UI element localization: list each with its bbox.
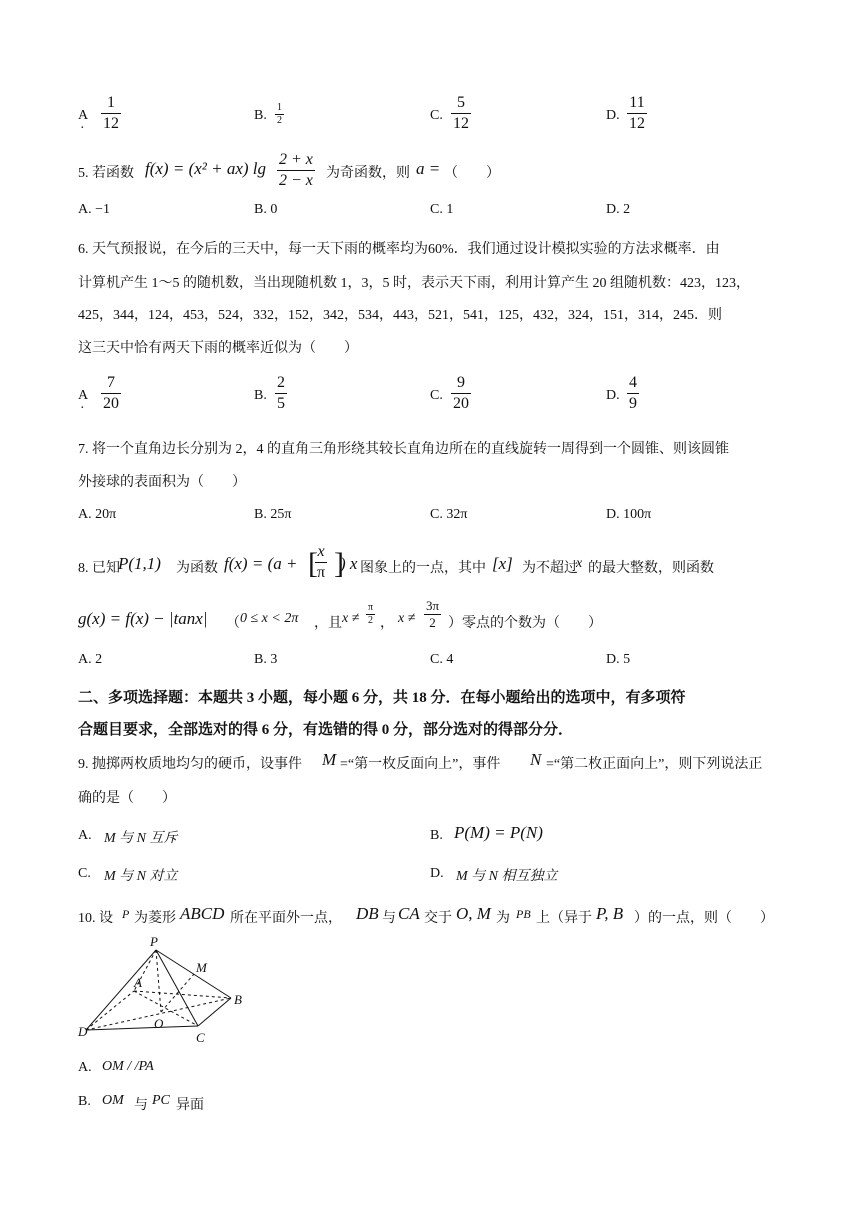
q5-option-d: D. 2 xyxy=(606,202,631,217)
q8-prefix: 8. 已知 xyxy=(78,561,120,576)
numerator: 9 xyxy=(457,374,465,391)
q6-option-b-fraction xyxy=(275,373,287,414)
label-o: O xyxy=(154,1016,164,1031)
q8-bracket-right: ] xyxy=(334,547,344,580)
q9-option-b-label: B. xyxy=(430,828,443,843)
q9-n: N xyxy=(530,750,542,769)
q8-cond-and: ，且 xyxy=(314,616,342,631)
denominator: 20 xyxy=(453,395,469,412)
q10-option-b-om: OM xyxy=(102,1093,124,1108)
q5-function: f(x) = (x² + ax) lg xyxy=(145,159,267,178)
q10-t6: 上（异于 xyxy=(536,911,592,926)
q8-option-a: A. 2 xyxy=(78,652,103,667)
q9-option-a: M 与 N 互斥 xyxy=(104,831,178,846)
numerator: 1 xyxy=(107,94,115,111)
q8-point: P(1,1) xyxy=(118,554,161,573)
q6-line-1: 6. 天气预报说，在今后的三天中，每一天下雨的概率均为60%．我们通过设计模拟实验的方法求概率．由 xyxy=(78,242,720,257)
q10-option-b-with: 与 xyxy=(134,1098,148,1113)
numerator: 2 + x xyxy=(279,151,313,168)
q10-option-a: OM / /PA xyxy=(102,1059,154,1074)
q10-t5: 为 xyxy=(496,911,510,926)
q8-g-function: g(x) = f(x) − |tanx| xyxy=(78,609,208,628)
q8-x: x xyxy=(576,556,583,571)
q9-m: M xyxy=(322,750,337,769)
q10-t4: 交于 xyxy=(424,911,452,926)
q4-option-d-label: D. xyxy=(606,108,620,123)
q8-end: ）零点的个数为（ ） xyxy=(448,616,602,631)
edge-cb xyxy=(198,998,231,1026)
q4-option-c-fraction xyxy=(451,93,471,134)
q8-3pi-half xyxy=(424,598,441,631)
numerator: 7 xyxy=(107,374,115,391)
q8-fraction xyxy=(315,542,327,583)
q5-a-eq: a = xyxy=(416,159,441,178)
q4-option-a-label: A xyxy=(78,108,89,123)
denominator: 20 xyxy=(103,395,119,412)
q10-p: P xyxy=(122,907,130,921)
numerator: 4 xyxy=(629,374,637,391)
denominator: 12 xyxy=(453,115,469,132)
q8-function: f(x) = (a + xyxy=(224,554,298,573)
q7-line-2: 外接球的表面积为（ ） xyxy=(78,475,246,490)
q9-eq-1: =“第一枚反面向上”，事件 xyxy=(340,757,501,772)
q6-line-4: 这三天中恰有两天下雨的概率近似为（ ） xyxy=(78,341,358,356)
q8-tail: 图象上的一点，其中 xyxy=(360,561,486,576)
numerator: 3π xyxy=(426,598,440,613)
numerator: 1 xyxy=(277,102,282,113)
label-d: D xyxy=(78,1024,88,1039)
q5-tail: 为奇函数，则 xyxy=(326,166,410,181)
q10-t2: 所在平面外一点， xyxy=(230,911,342,926)
q7-option-b: B. 25π xyxy=(254,507,292,522)
label-p: P xyxy=(150,936,158,949)
q5-option-c: C. 1 xyxy=(430,202,454,217)
q8-option-b: B. 3 xyxy=(254,652,278,667)
label-m: M xyxy=(196,960,207,975)
denominator: 2 − x xyxy=(279,172,313,189)
edge-da xyxy=(86,991,134,1030)
q6-option-c-fraction xyxy=(451,373,471,414)
q9-option-c-label: C. xyxy=(78,866,91,881)
q10-option-a-label: A. xyxy=(78,1060,92,1075)
q5-option-b: B. 0 xyxy=(254,202,278,217)
q6-option-d-fraction xyxy=(627,373,639,414)
q4-option-d-fraction xyxy=(627,93,647,134)
q8-pi-half xyxy=(366,602,375,627)
denominator: π xyxy=(317,564,326,581)
q8-bracket-left: [ xyxy=(308,547,318,580)
q4-option-b-label: B. xyxy=(254,108,267,123)
q8-option-c: C. 4 xyxy=(430,652,454,667)
q6-option-d-label: D. xyxy=(606,388,620,403)
q10-om: O, M xyxy=(456,904,491,923)
q5-fraction xyxy=(277,150,315,191)
numerator: 5 xyxy=(457,94,465,111)
q6-line-3: 425，344，124，453，524，332，152，342，534，443，521，541，125，432，324，151，314，245．则 xyxy=(78,308,722,323)
q5-paren: （ ） xyxy=(444,166,500,181)
section-2-line-1: 二、多项选择题：本题共 3 小题，每小题 6 分，共 18 分．在每小题给出的选项中，有多项符 xyxy=(78,690,686,706)
q10-option-b-skew: 异面 xyxy=(176,1098,204,1113)
q7-line-1: 7. 将一个直角边长分别为 2，4 的直角三角形绕其较长直角边所在的直线旋转一周得到一个圆锥、则该圆锥 xyxy=(78,442,729,457)
q8-mid: 为函数 xyxy=(176,561,218,576)
q6-option-a-label: A xyxy=(78,388,89,403)
q7-option-a: A. 20π xyxy=(78,507,117,522)
q9-option-d: M 与 N 相互独立 xyxy=(456,869,558,884)
q5-number: 5. 若函数 xyxy=(78,166,134,181)
q6-option-a-dot: · xyxy=(80,401,85,416)
q4-option-c-label: C. xyxy=(430,108,443,123)
denominator: 12 xyxy=(103,115,119,132)
section-2-line-2: 合题目要求，全部选对的得 6 分，有选错的得 0 分，部分选对的得部分分． xyxy=(78,722,574,738)
denominator: 2 xyxy=(424,614,441,631)
q6-option-b-label: B. xyxy=(254,388,267,403)
q9-eq-2: =“第二枚正面向上”，则下列说法正 xyxy=(546,757,763,772)
q6-option-a-fraction xyxy=(101,373,121,414)
q8-ne-2: x ≠ xyxy=(398,611,416,626)
numerator: 11 xyxy=(629,94,645,111)
q10-option-b-pc: PC xyxy=(152,1093,170,1108)
label-b: B xyxy=(234,992,242,1007)
q10-pb: PB xyxy=(516,907,531,921)
q4-option-b-fraction xyxy=(275,102,284,127)
numerator: 2 xyxy=(277,374,285,391)
denominator: 12 xyxy=(629,115,645,132)
denominator: 2 xyxy=(277,115,282,126)
edge-pd xyxy=(86,950,156,1030)
edge-po xyxy=(156,950,161,1012)
numerator: x xyxy=(317,543,325,560)
q8-option-d: D. 5 xyxy=(606,652,631,667)
label-a: A xyxy=(134,975,142,990)
edge-dc xyxy=(86,1026,198,1030)
q8-floor: [x] xyxy=(492,554,513,573)
q10-number: 10. 设 xyxy=(78,911,113,926)
q10-option-b-label: B. xyxy=(78,1094,91,1109)
q10-t7: ）的一点，则（ ） xyxy=(634,911,774,926)
q10-t1: 为菱形 xyxy=(134,911,176,926)
q8-cond-open: （ xyxy=(226,616,240,631)
q8-function-tail: ) x xyxy=(340,554,358,573)
q8-ne-1: x ≠ xyxy=(342,611,360,626)
q8-tail3: 的最大整数，则函数 xyxy=(588,561,714,576)
q7-option-c: C. 32π xyxy=(430,507,468,522)
denominator: 5 xyxy=(277,395,285,412)
label-c: C xyxy=(196,1030,205,1045)
denominator: 2 xyxy=(366,614,375,627)
q9-option-b: P(M) = P(N) xyxy=(454,823,543,842)
q6-line-2: 计算机产生 1～5 的随机数，当出现随机数 1，3，5 时，表示天下雨，利用计算产生 20 组随机数：423，123， xyxy=(78,276,750,291)
q9-line-1: 9. 抛掷两枚质地均匀的硬币，设事件 xyxy=(78,757,302,772)
q9-option-a-label: A. xyxy=(78,828,92,843)
q9-option-d-label: D. xyxy=(430,866,444,881)
q7-option-d: D. 100π xyxy=(606,507,652,522)
q9-option-c: M 与 N 对立 xyxy=(104,869,178,884)
q4-option-a-dot: · xyxy=(80,121,85,136)
denominator: 9 xyxy=(629,395,637,412)
q10-abcd: ABCD xyxy=(180,904,225,923)
q6-option-c-label: C. xyxy=(430,388,443,403)
q8-comma: ， xyxy=(380,616,394,631)
q10-db: DB xyxy=(356,904,379,923)
q10-pb-2: P, B xyxy=(596,904,624,923)
pyramid-figure xyxy=(76,936,266,1048)
q8-cond-range: 0 ≤ x < 2π xyxy=(240,611,299,626)
q4-option-a-fraction xyxy=(101,93,121,134)
numerator: π xyxy=(368,602,374,613)
q9-line-2: 确的是（ ） xyxy=(78,791,176,806)
q8-tail2: 为不超过 xyxy=(522,561,578,576)
q10-t3: 与 xyxy=(382,911,396,926)
q10-ca: CA xyxy=(398,904,420,923)
q5-option-a: A. −1 xyxy=(78,202,111,217)
